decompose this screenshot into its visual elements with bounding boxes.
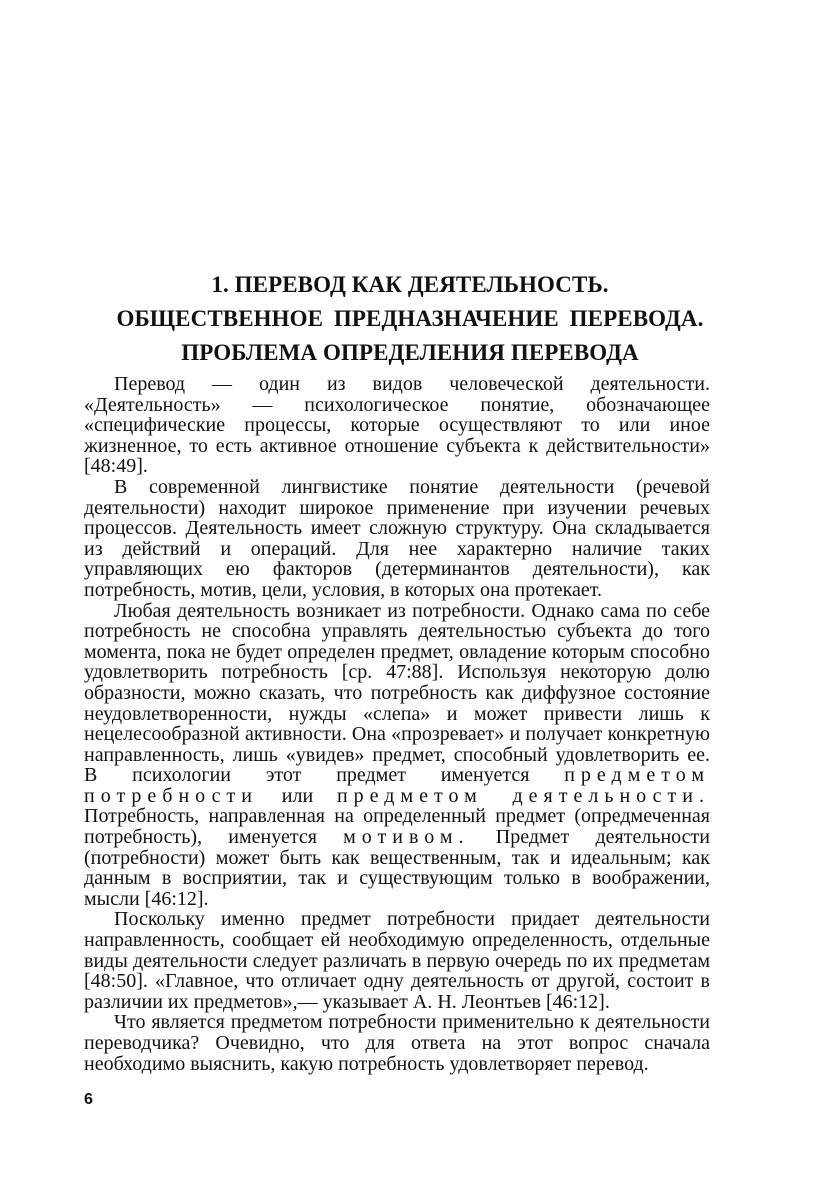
page-number: 6 [84,1091,93,1108]
body-text [84,374,710,1074]
heading-line-3: ПРОБЛЕМА ОПРЕДЕЛЕНИЯ ПЕРЕВОДА [181,340,639,365]
paragraph-3-text-4: Предмет деятельности (потребности) может быть как вещественным, так и идеальным; как данным в восприятии, так и существующим только в воображении, мысли [46:12]. [84,826,710,910]
paragraph-4: Поскольку именно предмет потребности придает деятельности направленность, сообщает ей необходимую определенность, отдельные виды деятельности следует различать в первую очередь по их предметам [48:50]. «Главное, что отличает одну деятельность от другой, состоит в различии их предметов»,— указывает А. Н. Леонтьев [46:12]. [84,908,710,1013]
term-motive: мотивом. [343,826,470,849]
term-activity-object: предметом деятельности. [336,784,710,807]
paragraph-3 [84,601,710,910]
paragraph-3-text-2: или [258,784,337,807]
paragraph-3-text-1: Любая деятельность возникает из потребности. Однако сама по себе потребность не способна управлять деятельностью субъекта до того момента, пока не будет определен предмет, овладение которым способно удовлетворить потребность [ср. 47:88]. Используя некоторую долю образности, можно сказать, что потребность как диффузное состояние неудовлетворенности, нужды «слепа» и может привести лишь к нецелесообразной активности. Она «прозревает» и получает конкретную направленность, лишь «увидев» предмет, способный удовлетворить ее. В психологии этот предмет именуется [84,599,710,787]
heading-line-2: ОБЩЕСТВЕННОЕ ПРЕДНАЗНАЧЕНИЕ ПЕРЕВОДА. [116,306,704,331]
paragraph-5: Что является предметом потребности применительно к деятельности переводчика? Очевидно, что для ответа на этот вопрос сначала необходимо выяснить, какую потребность удовлетворяет перевод. [84,1011,710,1075]
paragraph-2: В современной лингвистике понятие деятельности (речевой деятельности) находит широкое применение при изучении речевых процессов. Деятельность имеет сложную структуру. Она складывается из действий и операций. Для нее характерно наличие таких управляющих ею факторов (детерминантов деятельности), как потребность, мотив, цели, условия, в которых она протекает. [84,475,710,601]
paragraph-1: Перевод — один из видов человеческой деятельности. «Деятельность» — психологическое понятие, обозначающее «специфические процессы, которые осуществляют то или иное жизненное, то есть активное отношение субъекта к действительности» [48:49]. [84,373,710,478]
chapter-heading [110,268,710,370]
paragraph-3-text-3: Потребность, направленная на определенный предмет (опредмеченная потребность), именуется [84,805,710,849]
heading-line-1: 1. ПЕРЕВОД КАК ДЕЯТЕЛЬНОСТЬ. [211,272,609,297]
term-need-object: предметом потребности [84,764,710,807]
